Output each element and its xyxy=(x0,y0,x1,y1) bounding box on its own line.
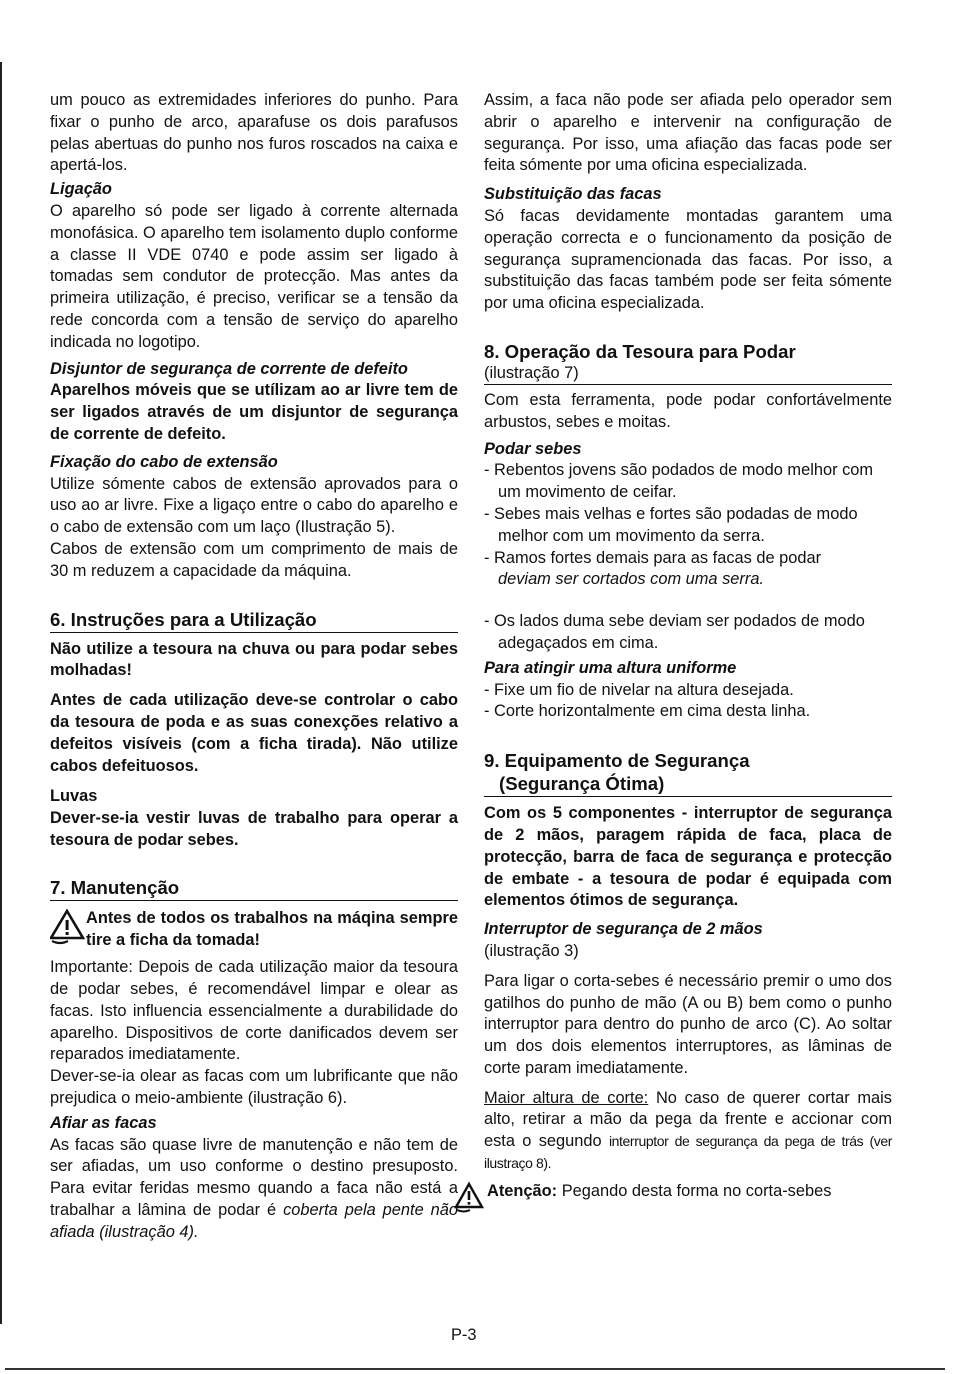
list-item: - Sebes mais velhas e fortes são podadas de modo melhor com um movimento da serra. xyxy=(484,504,858,545)
bold-paragraph: Não utilize a tesoura na chuva ou para podar sebes molhadas! xyxy=(50,639,458,680)
paragraph: O aparelho só pode ser ligado à corrente alternada monofásica. O aparelho tem isolamento duplo conforme a classe II VDE 0740 e pode assim ser ligado à tomadas sem condutor de protecção. Mas antes da primeira utilização, é preciso, verificar se a tensão da rede concorda com a tensão de serviço do aparelho indicada no logotipo. xyxy=(50,201,458,351)
scan-edge-line xyxy=(0,62,2,1324)
section-7-heading: 7. Manutenção xyxy=(50,876,458,901)
bold-paragraph: Com os 5 componentes - interruptor de segurança de 2 mãos, paragem rápida de faca, placa de protecção, barra de faca de segurança e protecção de embate - a tesoura de podar é equipada com elementos ótimos de segurança. xyxy=(484,804,892,910)
list-item: - Fixe um fio de nivelar na altura desejada. xyxy=(484,680,794,699)
list-item: - Os lados duma sebe deviam ser podados de modo adegaçados em cima. xyxy=(484,612,865,652)
attention-body: Pegando desta forma no corta-sebes xyxy=(561,1181,832,1200)
subheading-ligacao: Ligação xyxy=(50,180,112,199)
subheading-luvas: Luvas xyxy=(50,787,98,806)
attention-label: Atenção: xyxy=(487,1181,558,1200)
left-column xyxy=(50,90,458,1244)
paragraph: Importante: Depois de cada utilização maior da tesoura de podar sebes, é recomendável limpar e olear as facas. Isto influencia essencialmente a durabilidade do aparelho. Dispositivos de corte danificados devem ser reparados imediatamente. xyxy=(50,958,458,1064)
right-column xyxy=(484,90,892,1213)
maior-altura-text: No caso de querer cortar mais alto, retirar a mão da pega da frente e accionar com esta o segundo xyxy=(484,1088,893,1151)
warning-block xyxy=(50,908,458,952)
paragraph: um pouco as extremidades inferiores do punho. Para fixar o punho de arco, aparafuse os dois parafusos pelas abertuas do punho nos furos roscados na caixa e apertá-los. xyxy=(50,91,458,175)
warning-text: Antes de todos os trabalhos na máqina sempre tire a ficha da tomada! xyxy=(86,908,458,949)
paragraph: Cabos de extensão com um comprimento de mais de 30 m reduzem a capacidade da máquina. xyxy=(50,539,458,580)
list-item xyxy=(484,548,892,592)
paragraph: Só facas devidamente montadas garantem uma operação correcta e o funcionamento da posição de segurança supramencionada das facas. Por isso, a substituição das facas também pode ser feita sómente por uma oficina especializada. xyxy=(484,206,892,313)
warning-triangle-icon xyxy=(50,908,86,946)
subheading-interruptor: Interruptor de segurança de 2 mãos xyxy=(484,920,763,939)
attention-text xyxy=(487,1181,831,1203)
section-8-title: 8. Operação da Tesoura para Podar xyxy=(484,340,796,362)
section-8-subtitle: (ilustração 7) xyxy=(484,363,579,382)
section-8-heading xyxy=(484,340,892,385)
paragraph xyxy=(484,1088,892,1175)
paragraph: Para ligar o corta-sebes é necessário premir o umo dos gatilhos do punho de mão (A ou B) bem como o punho interruptor para dentro do punho de arco (C). Ao soltar um dos dois elementos interruptores, as lâminas de corte param imediatamente. xyxy=(484,971,892,1077)
subheading-uniforme: Para atingir uma altura uniforme xyxy=(484,658,737,677)
warning-triangle-icon xyxy=(454,1181,484,1213)
maior-altura-label: Maior altura de corte: xyxy=(484,1088,649,1107)
page-number: P-3 xyxy=(451,1326,477,1344)
scan-bottom-line xyxy=(5,1368,945,1370)
section-9-subtitle: (Segurança Ótima) xyxy=(499,773,665,795)
list-item: - Corte horizontalmente em cima desta linha. xyxy=(484,702,811,721)
section-9-title: 9. Equipamento de Segurança xyxy=(484,750,750,772)
paragraph: (ilustração 3) xyxy=(484,941,579,960)
paragraph xyxy=(50,1135,458,1244)
subheading-podar: Podar sebes xyxy=(484,439,582,458)
list-item-text: - Ramos fortes demais para as facas de podar xyxy=(484,548,822,567)
subheading-fixacao: Fixação do cabo de extensão xyxy=(50,452,278,471)
section-9-heading xyxy=(484,749,892,797)
subheading-afiar: Afiar as facas xyxy=(50,1113,157,1132)
bold-paragraph: Dever-se-ia vestir luvas de trabalho para operar a tesoura de podar sebes. xyxy=(50,809,458,849)
afiar-text: As facas são quase livre de manutenção e não tem de ser afiadas, um uso conforme o destino presuposto. Para evitar feridas mesmo quando a faca não está a trabalhar a lâmina de podar é xyxy=(50,1135,458,1220)
paragraph: Dever-se-ia olear as facas com um lubrificante que não prejudica o meio-ambiente (ilustração 6). xyxy=(50,1067,458,1108)
section-6-heading: 6. Instruções para a Utilização xyxy=(50,608,458,633)
list-item: - Rebentos jovens são podados de modo melhor com um movimento de ceifar. xyxy=(484,461,874,502)
subheading-substituicao: Substituição das facas xyxy=(484,185,662,204)
list-item-italic: deviam ser cortados com uma serra. xyxy=(498,570,764,589)
bold-paragraph: Antes de cada utilização deve-se controlar o cabo da tesoura de poda e as suas conexções relativo a defeitos visíveis (com a ficha tirada). Não utilize cabos defeituosos. xyxy=(50,691,458,775)
bold-paragraph: Aparelhos móveis que se utílizam ao ar livre tem de ser ligados através de um disjuntor de segurança de corrente de defeito. xyxy=(50,381,458,443)
attention-block xyxy=(454,1181,892,1213)
afiar-text-italic: coberta pela pente não afiada (ilustração 4). xyxy=(50,1201,458,1241)
paragraph: Utilize sómente cabos de extensão aprovados para o uso ao ar livre. Fixe a ligaço entre o cabo do aparelho e o cabo de extensão com um laço (Ilustração 5). xyxy=(50,474,458,537)
subheading-disjuntor: Disjuntor de segurança de corrente de defeito xyxy=(50,359,408,378)
maior-altura-small-text: interruptor de segurança da pega de trás (ver ilustraço 8). xyxy=(484,1133,893,1172)
paragraph: Com esta ferramenta, pode podar confortávelmente arbustos, sebes e moitas. xyxy=(484,390,892,431)
paragraph: Assim, a faca não pode ser afiada pelo operador sem abrir o aparelho e intervenir na configuração de segurança. Por isso, uma afiação das facas pode ser feita sómente por uma oficina especializada. xyxy=(484,91,892,175)
